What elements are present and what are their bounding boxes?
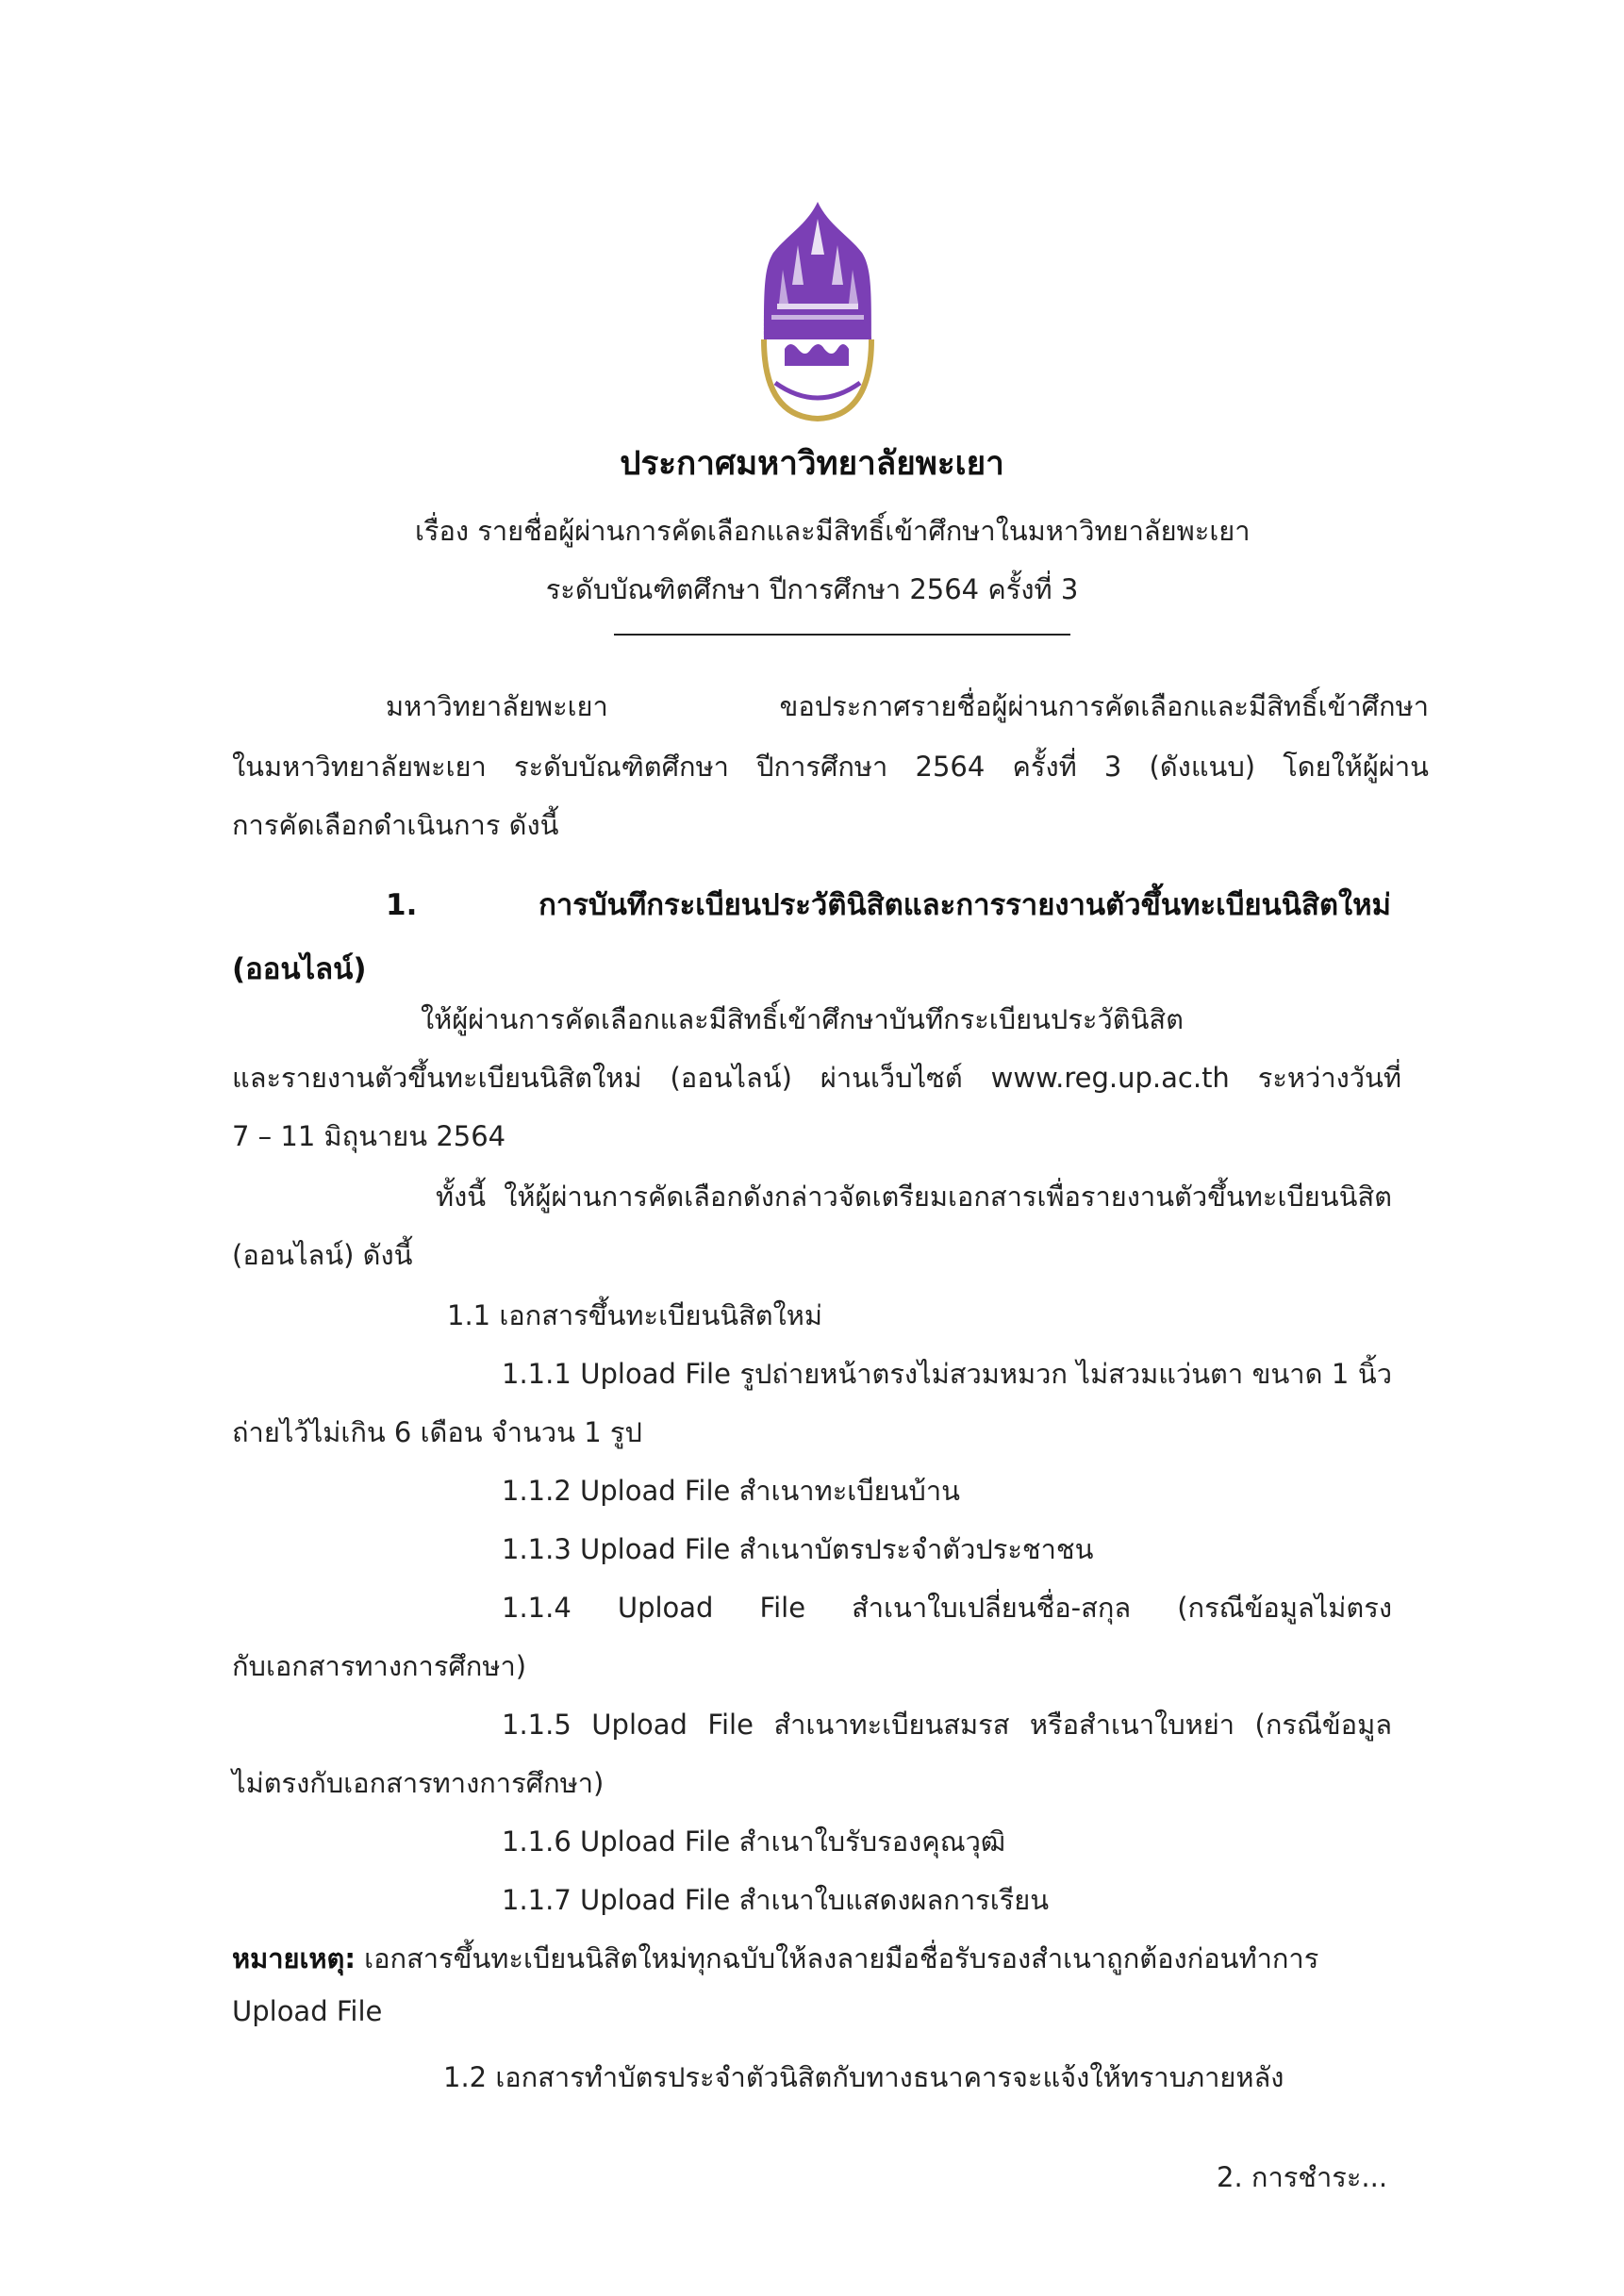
item-1-1-4: 1.1.4 Upload File สำเนาใบเปลี่ยนชื่อ-สกุล (กรณีข้อมูลไม่ตรง [502, 1592, 1392, 1624]
item-1-1-4-line2: กับเอกสารทางการศึกษา) [232, 1650, 527, 1682]
item-1-1-7: 1.1.7 Upload File สำเนาใบแสดงผลการเรียน [502, 1884, 1050, 1916]
item-1-1-5-line2: ไม่ตรงกับเอกสารทางการศึกษา) [232, 1767, 605, 1799]
section-1-para1-line2: และรายงานตัวขึ้นทะเบียนนิสิตใหม่ (ออนไลน์) ผ่านเว็บไซต์ www.reg.up.ac.th ระหว่างวันที่ [232, 1062, 1401, 1094]
item-1-1-2: 1.1.2 Upload File สำเนาทะเบียนบ้าน [502, 1475, 960, 1507]
section-1-para2-line1: ทั้งนี้ ให้ผู้ผ่านการคัดเลือกดังกล่าวจัดเตรียมเอกสารเพื่อรายงานตัวขึ้นทะเบียนนิสิต [436, 1181, 1392, 1213]
section-1-para1-line1: ให้ผู้ผ่านการคัดเลือกและมีสิทธิ์เข้าศึกษาบันทึกระเบียนประวัตินิสิต [421, 1003, 1184, 1035]
subsection-1-2: 1.2 เอกสารทำบัตรประจำตัวนิสิตกับทางธนาคารจะแจ้งให้ทราบภายหลัง [443, 2061, 1284, 2093]
note-line-1 [232, 1937, 1318, 1980]
item-1-1-6: 1.1.6 Upload File สำเนาใบรับรองคุณวุฒิ [502, 1825, 1006, 1858]
section-1-para1-line3: 7 – 11 มิถุนายน 2564 [232, 1120, 506, 1152]
university-seal-logo [751, 198, 885, 424]
intro-line-2: ในมหาวิทยาลัยพะเยา ระดับบัณฑิตศึกษา ปีการศึกษา 2564 ครั้งที่ 3 (ดังแนบ) โดยให้ผู้ผ่าน [232, 751, 1429, 783]
section-1-para2-line2: (ออนไลน์) ดังนี้ [232, 1239, 413, 1271]
announcement-title: ประกาศมหาวิทยาลัยพะเยา [620, 445, 1004, 483]
section-1-heading-line2: (ออนไลน์) [232, 952, 367, 986]
item-1-1-5: 1.1.5 Upload File สำเนาทะเบียนสมรส หรือสำเนาใบหย่า (กรณีข้อมูล [502, 1709, 1392, 1741]
item-1-1-1-line2: ถ่ายไว้ไม่เกิน 6 เดือน จำนวน 1 รูป [232, 1416, 642, 1448]
header-divider [614, 634, 1070, 636]
intro-line-3: การคัดเลือกดำเนินการ ดังนี้ [232, 809, 559, 841]
intro-line-1: มหาวิทยาลัยพะเยา ขอประกาศรายชื่อผู้ผ่านการคัดเลือกและมีสิทธิ์เข้าศึกษา [386, 690, 1429, 722]
continuation-marker: 2. การชำระ... [1217, 2161, 1388, 2193]
section-1-heading: 1. การบันทึกระเบียนประวัตินิสิตและการรายงานตัวขึ้นทะเบียนนิสิตใหม่ [386, 888, 1391, 922]
announcement-subject-line2: ระดับบัณฑิตศึกษา ปีการศึกษา 2564 ครั้งที่ 3 [545, 573, 1079, 605]
subsection-1-1: 1.1 เอกสารขึ้นทะเบียนนิสิตใหม่ [447, 1299, 823, 1331]
note-line-2: Upload File [232, 1995, 383, 2027]
note-text: เอกสารขึ้นทะเบียนนิสิตใหม่ทุกฉบับให้ลงลายมือชื่อรับรองสำเนาถูกต้องก่อนทำการ [355, 1942, 1319, 1974]
item-1-1-3: 1.1.3 Upload File สำเนาบัตรประจำตัวประชาชน [502, 1533, 1094, 1565]
item-1-1-1: 1.1.1 Upload File รูปถ่ายหน้าตรงไม่สวมหมวก ไม่สวมแว่นตา ขนาด 1 นิ้ว [502, 1358, 1392, 1390]
note-label: หมายเหตุ: [232, 1942, 356, 1974]
announcement-subject: เรื่อง รายชื่อผู้ผ่านการคัดเลือกและมีสิทธิ์เข้าศึกษาในมหาวิทยาลัยพะเยา [415, 515, 1251, 547]
